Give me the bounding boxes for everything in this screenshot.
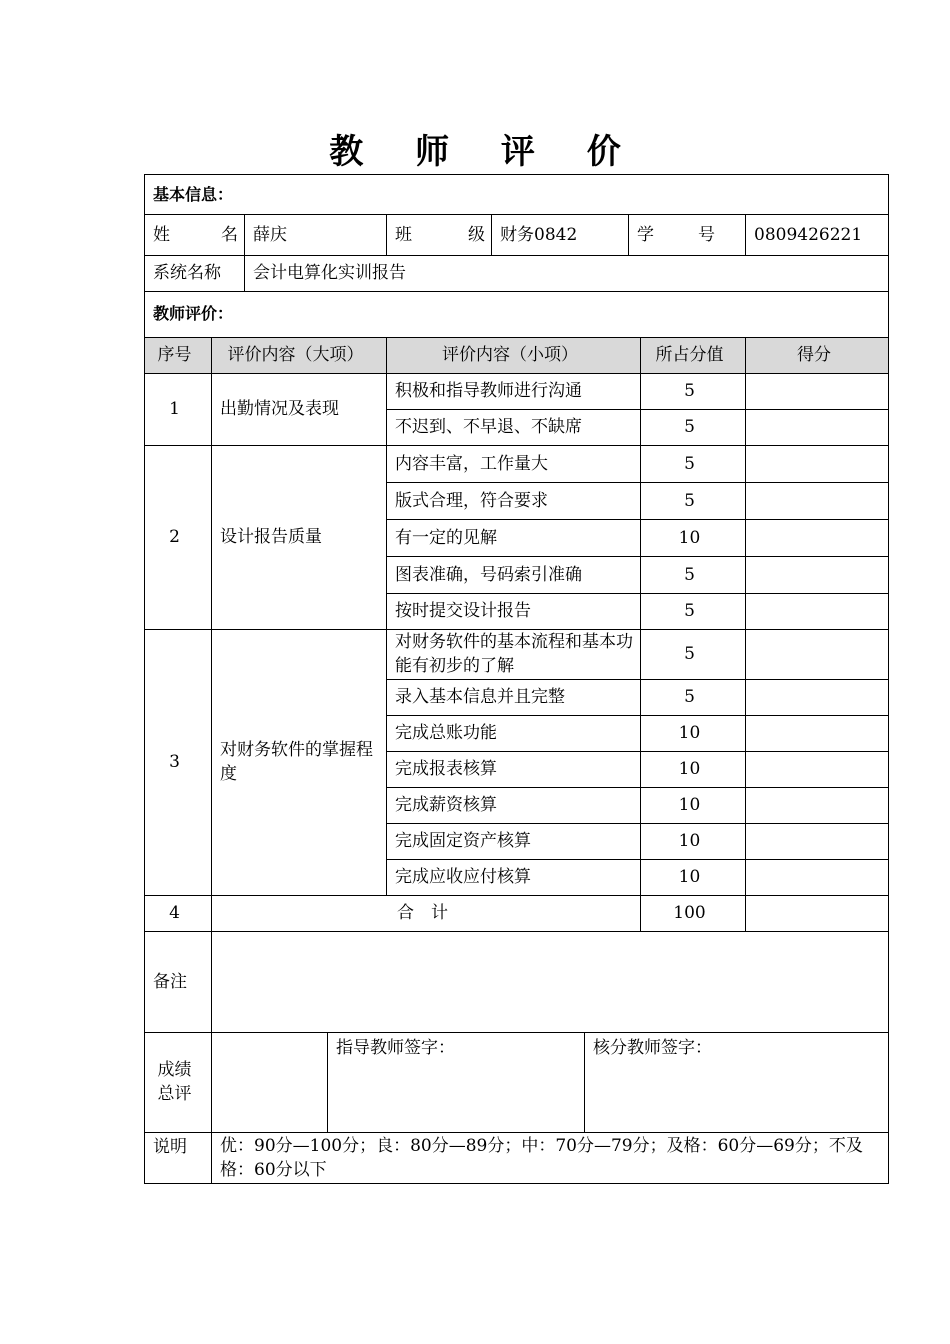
column-header: 评价内容（大项） (227, 345, 364, 365)
score-value: 10 (678, 795, 701, 815)
class-label-a: 班 (395, 224, 412, 245)
name-label-a: 姓 (153, 224, 170, 245)
minor-item: 有一定的见解 (395, 527, 497, 548)
table-rule (386, 337, 387, 895)
id-label-b: 号 (698, 224, 715, 245)
column-header: 所占分值 (655, 345, 724, 365)
table-rule (211, 337, 212, 895)
score-value: 5 (684, 601, 695, 621)
earned-score-cell (745, 679, 883, 715)
class-label-b: 级 (468, 224, 485, 245)
total-number: 4 (169, 903, 180, 923)
table-rule (211, 931, 212, 1032)
table-rule (386, 482, 889, 483)
note-label: 说明 (153, 1137, 187, 1157)
table-rule (211, 1132, 212, 1183)
table-rule (386, 823, 889, 824)
table-rule (640, 337, 641, 895)
earned-score-cell (745, 556, 883, 593)
score-value: 10 (678, 831, 701, 851)
group-major-item: 对财务软件的掌握程度 (220, 740, 373, 784)
minor-item: 完成应收应付核算 (395, 867, 531, 887)
score-value: 5 (684, 453, 695, 474)
score-value: 10 (678, 527, 701, 548)
score-value: 5 (684, 644, 695, 664)
earned-score-cell (745, 859, 883, 895)
minor-item: 按时提交设计报告 (395, 601, 531, 621)
column-header: 序号 (157, 345, 192, 365)
reviewer-signature-label: 核分教师签字： (593, 1038, 712, 1058)
id-label (637, 214, 715, 255)
table-rule (491, 214, 492, 255)
table-rule (244, 214, 245, 255)
table-rule (745, 337, 746, 895)
group-number: 2 (169, 527, 180, 547)
class-label (395, 214, 485, 255)
column-header: 得分 (797, 345, 831, 365)
score-value: 5 (684, 687, 695, 707)
earned-score-cell (745, 519, 883, 556)
grade-label-line2: 总评 (157, 1084, 192, 1104)
earned-score-cell (745, 823, 883, 859)
minor-item: 完成固定资产核算 (395, 831, 531, 851)
remarks-label: 备注 (153, 971, 187, 992)
earned-score-cell (745, 445, 883, 482)
advisor-signature-label: 指导教师签字： (336, 1038, 455, 1058)
system-value: 会计电算化实训报告 (253, 263, 406, 283)
table-rule (386, 751, 889, 752)
earned-score-cell (745, 593, 883, 629)
table-rule (386, 859, 889, 860)
total-label: 合 计 (397, 903, 448, 923)
table-rule (244, 255, 245, 291)
name-label-b: 名 (221, 224, 238, 245)
id-label-a: 学 (637, 224, 654, 245)
table-rule (144, 1132, 889, 1133)
group-major-item: 出勤情况及表现 (220, 399, 339, 419)
table-rule (386, 409, 889, 410)
system-label: 系统名称 (153, 263, 221, 283)
total-score: 100 (673, 903, 706, 923)
earned-score-cell (745, 373, 883, 409)
score-value: 5 (684, 417, 695, 437)
group-number: 1 (169, 399, 180, 419)
score-value: 10 (678, 759, 701, 779)
table-rule (745, 214, 746, 255)
note-text: 优：90分—100分；良：80分—89分；中：70分—79分；及格：60分—69分；不及格：60分以下 (220, 1136, 863, 1180)
table-rule (584, 1032, 585, 1132)
name-value: 薛庆 (253, 224, 287, 245)
table-rule (386, 556, 889, 557)
column-header: 评价内容（小项） (442, 345, 578, 365)
table-rule (386, 715, 889, 716)
table-rule (144, 1032, 889, 1033)
score-value: 10 (678, 867, 701, 887)
grade-label-line1: 成绩 (157, 1060, 192, 1080)
table-rule (386, 787, 889, 788)
table-rule (745, 895, 746, 931)
minor-item: 完成总账功能 (395, 723, 497, 743)
class-value: 财务0842 (500, 224, 578, 245)
earned-score-cell (745, 787, 883, 823)
earned-score-cell (745, 751, 883, 787)
table-rule (144, 931, 889, 932)
basic-info-heading: 基本信息： (153, 185, 234, 204)
score-value: 5 (684, 381, 695, 401)
minor-item: 不迟到、不早退、不缺席 (395, 417, 582, 437)
minor-item: 完成薪资核算 (395, 795, 497, 815)
earned-score-cell (745, 482, 883, 519)
table-rule (386, 214, 387, 255)
table-rule (386, 679, 889, 680)
minor-item: 积极和指导教师进行沟通 (395, 381, 582, 401)
grade-label (144, 1032, 205, 1132)
earned-score-cell (745, 715, 883, 751)
score-value: 5 (684, 564, 695, 585)
earned-score-cell (745, 409, 883, 445)
minor-item: 图表准确，号码索引准确 (395, 564, 582, 585)
minor-item: 内容丰富，工作量大 (395, 453, 548, 474)
page-title: 教 师 评 价 (329, 132, 641, 172)
table-rule (386, 593, 889, 594)
id-value: 0809426221 (754, 224, 863, 245)
name-label (153, 214, 238, 255)
table-rule (211, 1032, 212, 1132)
table-rule (628, 214, 629, 255)
earned-score-cell (745, 629, 883, 679)
minor-item: 完成报表核算 (395, 759, 497, 779)
minor-item: 对财务软件的基本流程和基本功能有初步的了解 (395, 632, 633, 676)
table-rule (386, 519, 889, 520)
minor-item: 版式合理，符合要求 (395, 490, 548, 511)
group-major-item: 设计报告质量 (220, 527, 322, 547)
evaluation-heading: 教师评价： (153, 304, 234, 323)
score-value: 5 (684, 490, 695, 511)
minor-item: 录入基本信息并且完整 (395, 687, 565, 707)
score-value: 10 (678, 723, 701, 743)
table-rule (327, 1032, 328, 1132)
group-number: 3 (169, 752, 180, 772)
